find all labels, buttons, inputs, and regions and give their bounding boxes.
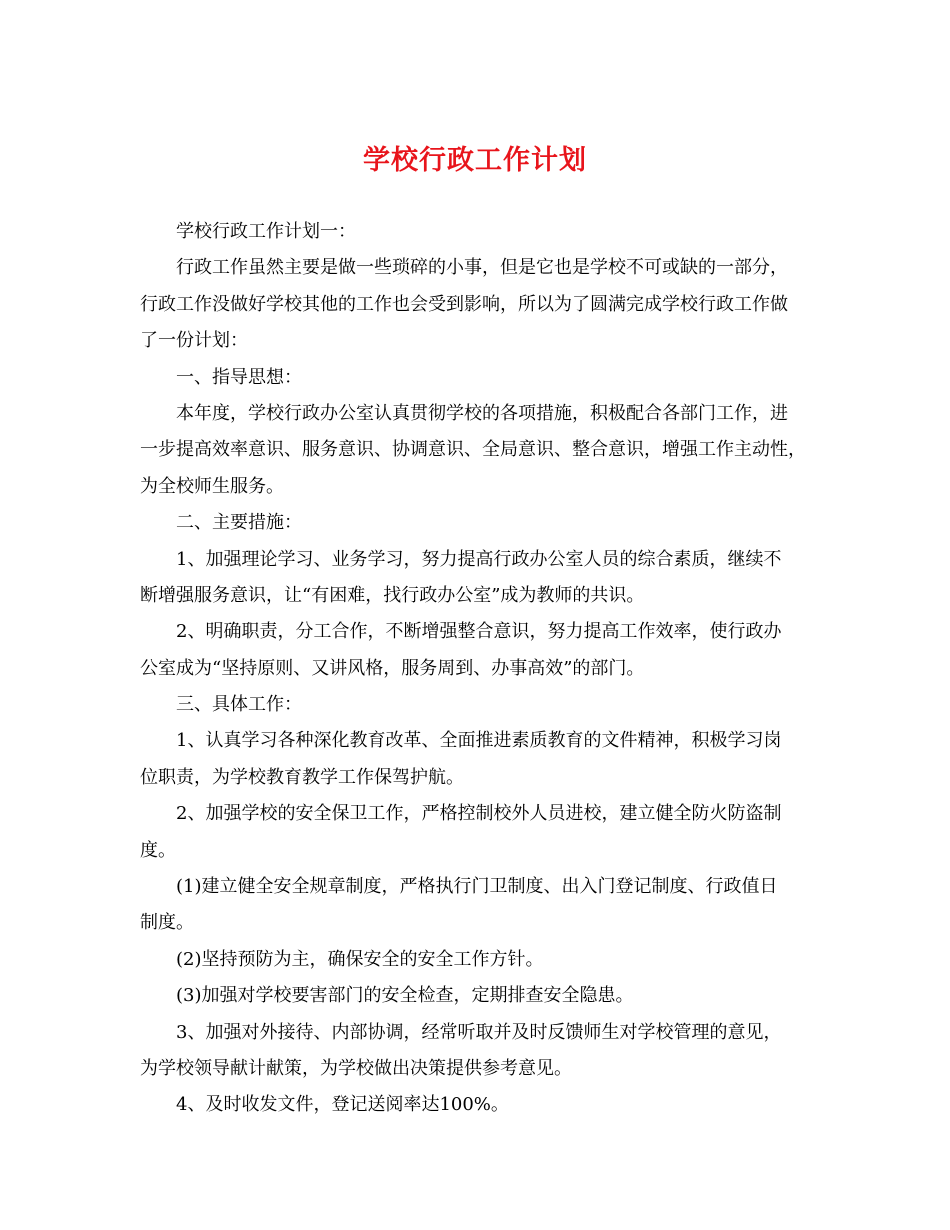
measure-item-line: 断增强服务意识，让“有困难，找行政办公室”成为教师的共识。 [140,584,645,606]
work-item-line: 位职责，为学校教育教学工作保驾护航。 [140,766,464,788]
measure-item-line: 公室成为“坚持原则、又讲风格，服务周到、办事高效”的部门。 [140,657,645,679]
work-item-line: 1、认真学习各种深化教育改革、全面推进素质教育的文件精神，积极学习岗 [176,730,782,752]
document-title: 学校行政工作计划 [363,145,587,176]
sub-item-line: (2)坚持预防为主，确保安全的安全工作方针。 [176,948,544,970]
paragraph-line: 本年度，学校行政办公室认真贯彻学校的各项措施，积极配合各部门工作，进 [176,402,788,424]
intro-line: 行政工作虽然主要是做一些琐碎的小事，但是它也是学校不可或缺的一部分， [176,257,788,279]
document-body [140,214,840,1124]
sub-item-line: 制度。 [140,912,194,934]
section-heading-main-measures: 二、主要措施： [176,512,302,534]
sub-item-line: (1)建立健全安全规章制度，严格执行门卫制度、出入门登记制度、行政值日 [176,876,778,898]
sub-item-line: (3)加强对学校要害部门的安全检查，定期排查安全隐患。 [176,985,634,1007]
work-item-line: 2、加强学校的安全保卫工作，严格控制校外人员进校，建立健全防火防盗制 [176,803,782,825]
work-item-line: 度。 [140,839,176,861]
intro-line: 行政工作没做好学校其他的工作也会受到影响，所以为了圆满完成学校行政工作做 [140,293,788,315]
work-item-line: 为学校领导献计献策，为学校做出决策提供参考意见。 [140,1057,572,1079]
section-heading-guiding-idea: 一、指导思想： [176,366,302,388]
section-heading-specific-work: 三、具体工作： [176,694,302,716]
work-item-line: 3、加强对外接待、内部协调，经常听取并及时反馈师生对学校管理的意见， [176,1021,782,1043]
paragraph-line: 一步提高效率意识、服务意识、协调意识、全局意识、整合意识，增强工作主动性， [140,439,806,461]
measure-item-line: 2、明确职责，分工合作，不断增强整合意识，努力提高工作效率，使行政办 [176,621,782,643]
work-item-line: 4、及时收发文件，登记送阅率达100%。 [176,1094,509,1116]
intro-line: 了一份计划： [140,330,248,352]
paragraph-line: 为全校师生服务。 [140,475,284,497]
measure-item-line: 1、加强理论学习、业务学习，努力提高行政办公室人员的综合素质，继续不 [176,548,782,570]
plan-heading: 学校行政工作计划一： [176,221,356,242]
